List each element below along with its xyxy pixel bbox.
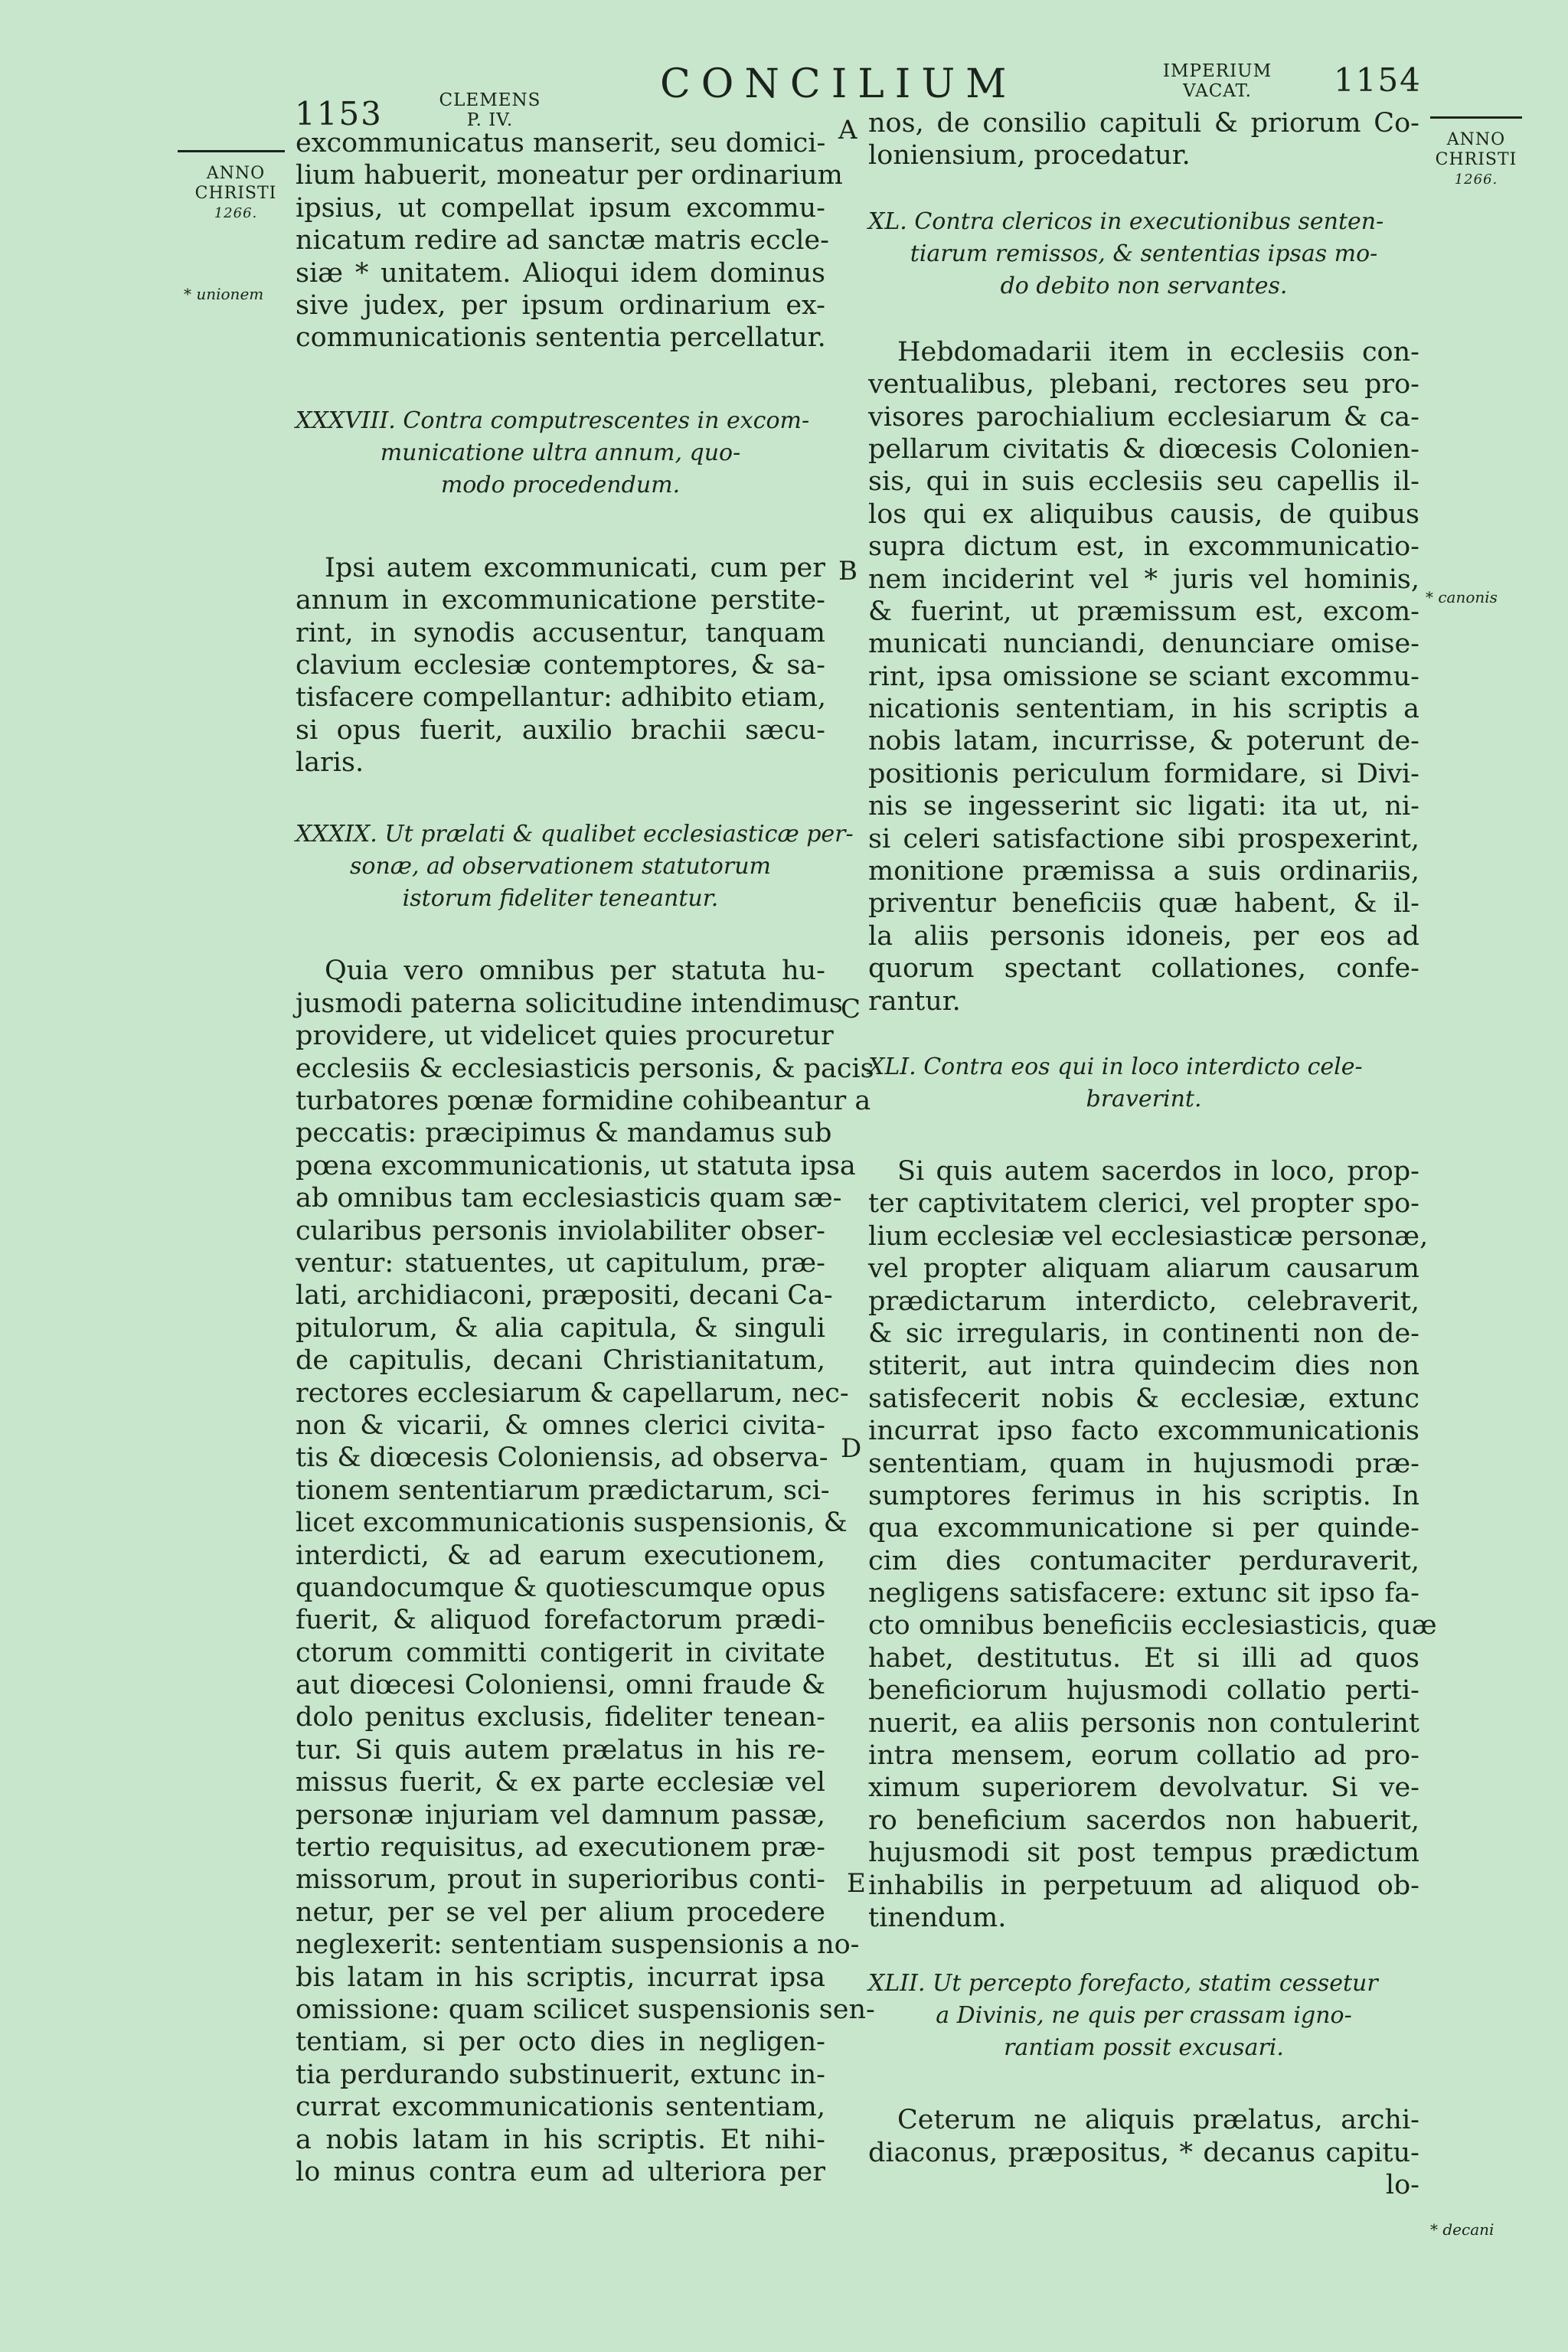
text-line: prædictarum interdicto, celebraverit, [868,1285,1419,1317]
section-heading-xlii: a Divinis, ne quis per crassam igno- [936,2002,1352,2030]
section-heading-xl: XL. Contra clericos in executionibus senten- [868,207,1384,235]
anno-line: ANNO [1446,130,1506,149]
text-line: tentiam, si per octo dies in negligen- [296,2027,825,2058]
text-line: hujusmodi sit post tempus prædictum [868,1838,1419,1869]
text-line: ctorum committi contigerit in civitate [296,1637,825,1668]
running-head-line: CLEMENS [439,90,541,110]
text-line: turbatores pœnæ formidine cohibeantur a [296,1086,871,1117]
text-line: netur, per se vel per alium procedere [296,1896,825,1928]
section-heading-xlii: XLII. Ut percepto forefacto, statim cessetur [868,1970,1378,1998]
text-line: los qui ex aliquibus causis, de quibus [868,498,1419,530]
text-line: nicationis sententiam, in his scriptis a [868,694,1419,725]
text-line: clavium ecclesiæ contemptores, & sa- [296,649,825,681]
text-line: ter captivitatem clerici, vel propter spo- [868,1188,1419,1220]
running-head-line: IMPERIUM [1162,61,1272,81]
text-line: & fuerint, ut præmissum est, excom- [868,596,1419,627]
text-line: la aliis personis idoneis, per eos ad [868,920,1419,952]
text-line: nobis latam, incurrisse, & poterunt de- [868,726,1419,757]
anno-line: 1266. [214,205,258,221]
text-line: bis latam in his scriptis, incurrat ipsa [296,1962,825,1993]
text-line: nuerit, ea aliis personis non contulerint [868,1707,1419,1739]
text-line: licet excommunicationis suspensionis, & [296,1508,848,1539]
margin-letter-e: E [847,1868,866,1899]
text-line: pellarum civitatis & diœcesis Colonien- [868,433,1419,465]
text-line: tisfacere compellantur: adhibito etiam, [296,682,826,714]
text-line: a nobis latam in his scriptis. Et nihi- [296,2124,825,2155]
section-heading-xxxviii: modo procedendum. [440,471,681,498]
right-page-number: 1154 [1334,61,1422,99]
catchword: lo- [1385,2170,1419,2201]
running-head-line: VACAT. [1183,81,1252,101]
text-line: inhabilis in perpetuum ad aliquod ob- [868,1870,1419,1901]
margin-letter-b: B [838,556,858,586]
text-line: omissione: quam scilicet suspensionis sen- [296,1994,875,2025]
right-running-head [1152,61,1282,101]
margin-note-canonis: * canonis [1426,588,1498,606]
section-heading-xlii: rantiam possit excusari. [1004,2034,1284,2062]
text-line: negligens satisfacere: extunc sit ipso fa- [868,1578,1419,1609]
text-line: Si quis autem sacerdos in loco, prop- [897,1155,1419,1187]
left-running-head [429,90,551,130]
text-line: lium ecclesiæ vel ecclesiasticæ personæ, [868,1220,1429,1252]
text-line: pœna excommunicationis, ut statuta ipsa [296,1150,856,1181]
text-line: Ipsi autem excommunicati, cum per [325,552,825,583]
text-line: ventur: statuentes, ut capitulum, præ- [296,1247,825,1279]
text-line: ximum superiorem devolvatur. Si ve- [868,1772,1419,1804]
text-line: & sic irregularis, in continenti non de- [868,1318,1419,1349]
text-line: quorum spectant collationes, confe- [868,953,1419,985]
left-column [296,127,875,2188]
text-line: nicatum redire ad sanctæ matris eccle- [296,225,829,256]
text-line: diaconus, præpositus, * decanus capitu- [868,2137,1419,2168]
margin-letter-c: C [841,994,861,1024]
text-line: rint, in synodis accusentur, tanquam [296,617,825,648]
text-line: si celeri satisfactione sibi prospexerint, [868,823,1419,854]
text-line: ab omnibus tam ecclesiasticis quam sæ- [296,1183,842,1214]
section-heading-xxxviii: XXXVIII. Contra computrescentes in excom- [296,407,810,434]
right-column [868,107,1437,2202]
text-line: vel propter aliquam aliarum causarum [868,1253,1419,1285]
left-margin-rule [178,150,285,152]
text-line: municati nunciandi, denunciare omise- [868,629,1419,660]
text-line: fuerit, & aliquod forefactorum prædi- [296,1605,825,1636]
text-line: rectores ecclesiarum & capellarum, nec- [296,1377,849,1409]
text-line: non & vicarii, & omnes clerici civita- [296,1410,825,1441]
text-line: lium habuerit, moneatur per ordinarium [296,160,843,191]
text-line: stiterit, aut intra quindecim dies non [868,1351,1419,1382]
section-heading-xxxix: istorum fideliter teneantur. [402,885,719,913]
section-heading-xl: tiarum remissos, & sententias ipsas mo- [910,240,1378,267]
anno-line: ANNO [206,164,266,183]
text-line: neglexerit: sententiam suspensionis a no- [296,1929,860,1961]
section-heading-xl: do debito non servantes. [1000,272,1288,299]
margin-note-decani: * decani [1430,2220,1494,2239]
text-line: priventur beneficiis quæ habent, & il- [868,888,1419,920]
text-line: laris. [296,747,364,779]
text-line: tis & diœcesis Coloniensis, ad observa- [296,1442,828,1474]
text-line: currat excommunicationis sententiam, [296,2092,825,2123]
text-line: interdicti, & ad earum executionem, [296,1540,825,1571]
text-line: tur. Si quis autem prælatus in his re- [296,1734,825,1766]
text-line: cto omnibus beneficiis ecclesiasticis, quæ [868,1610,1437,1642]
text-line: satisfecerit nobis & ecclesiæ, extunc [868,1383,1419,1414]
text-line: pitulorum, & alia capitula, & singuli [296,1312,825,1344]
text-line: cim dies contumaciter perduraverit, [868,1545,1419,1576]
text-line: providere, ut videlicet quies procuretur [296,1021,834,1052]
text-line: positionis periculum formidare, si Divi- [868,758,1419,789]
section-heading-xxxix: sonæ, ad observationem statutorum [350,853,771,880]
text-line: sis, qui in suis ecclesiis seu capellis il- [868,466,1419,498]
text-line: visores parochialium ecclesiarum & ca- [868,401,1419,433]
text-line: Hebdomadarii item in ecclesiis con- [897,336,1419,368]
text-line: lati, archidiaconi, præpositi, decani Ca- [296,1280,833,1312]
section-heading-xli: XLI. Contra eos qui in loco interdicto cele- [868,1053,1363,1080]
text-line: missus fuerit, & ex parte ecclesiæ vel [296,1767,825,1798]
text-line: tia perdurando substinuerit, extunc in- [296,2059,825,2090]
text-line: ipsius, ut compellat ipsum excommu- [296,192,825,224]
text-line: nis se ingesserint sic ligati: ita ut, ni- [868,791,1419,822]
text-line: beneficiorum hujusmodi collatio perti- [868,1675,1419,1707]
text-line: tionem sententiarum prædictarum, sci- [296,1475,830,1506]
text-line: peccatis: præcipimus & mandamus sub [296,1118,832,1149]
text-line: quandocumque & quotiescumque opus [296,1572,826,1603]
text-line: ecclesiis & ecclesiasticis personis, & pacis [296,1053,874,1084]
text-line: nos, de consilio capituli & priorum Co- [868,108,1419,139]
margin-note-unionem: * unionem [184,285,264,303]
text-line: sive judex, per ipsum ordinarium ex- [296,289,825,321]
anno-line: 1266. [1454,172,1498,188]
text-line: sententiam, quam in hujusmodi præ- [868,1448,1419,1479]
text-line: personæ injuriam vel damnum passæ, [296,1799,825,1831]
text-line: excommunicatus manserit, seu domici- [296,128,826,158]
text-line: cularibus personis inviolabiliter obser- [296,1215,825,1246]
text-line: sumptores ferimus in his scriptis. In [868,1480,1419,1511]
text-line: de capitulis, decani Christianitatum, [296,1345,825,1377]
text-line: incurrat ipso facto excommunicationis [868,1416,1419,1447]
text-line: lo minus contra eum ad ulteriora per [296,2156,825,2187]
text-line: habet, destitutus. Et si illi ad quos [868,1642,1419,1674]
text-line: rantur. [868,985,961,1017]
anno-line: CHRISTI [194,184,277,203]
margin-letter-a: A [838,115,858,145]
text-line: qua excommunicatione si per quinde- [868,1513,1419,1544]
text-line: communicationis sententia percellatur. [296,322,826,354]
text-line: supra dictum est, in excommunicatio- [868,531,1419,563]
text-line: dolo penitus exclusis, fideliter tenean- [296,1702,825,1733]
text-line: tertio requisitus, ad executionem præ- [296,1832,825,1864]
text-line: missorum, prout in superioribus conti- [296,1864,825,1896]
text-line: si opus fuerit, auxilio brachii sæcu- [296,714,825,746]
text-line: ventualibus, plebani, rectores seu pro- [868,369,1419,400]
text-line: intra mensem, eorum collatio ad pro- [868,1740,1419,1772]
left-page-number: 1153 [295,95,383,132]
running-head-line: P. IV. [466,110,514,130]
right-anno-christi [1423,130,1530,190]
text-line: jusmodi paterna solicitudine intendimus [296,988,843,1019]
text-line: loniensium, procedatur. [868,140,1191,172]
text-line: rint, ipsa omissione se sciant excommu- [868,661,1419,692]
text-line: monitione præmissa a suis ordinariis, [868,856,1419,887]
text-line: annum in excommunicatione perstite- [296,585,825,616]
section-heading-xxxviii: municatione ultra annum, quo- [380,439,741,466]
section-heading-xxxix: XXXIX. Ut prælati & qualibet ecclesiasticæ per- [296,821,854,848]
text-line: Quia vero omnibus per statuta hu- [325,956,825,987]
anno-line: CHRISTI [1435,150,1517,169]
section-heading-xli: braverint. [1086,1085,1202,1112]
text-line: aut diœcesi Coloniensi, omni fraude & [296,1670,825,1701]
text-line: siæ * unitatem. Alioqui idem dominus [296,257,825,289]
left-anno-christi [182,164,289,224]
text-line: nem inciderint vel * juris vel hominis, [868,564,1419,595]
margin-letter-d: D [841,1433,862,1464]
page-title: CONCILIUM [660,61,1018,107]
text-line: Ceterum ne aliquis prælatus, archi- [897,2105,1419,2136]
text-line: ro beneficium sacerdos non habuerit, [868,1805,1419,1836]
text-line: tinendum. [868,1902,1007,1933]
right-margin-rule [1430,116,1522,119]
